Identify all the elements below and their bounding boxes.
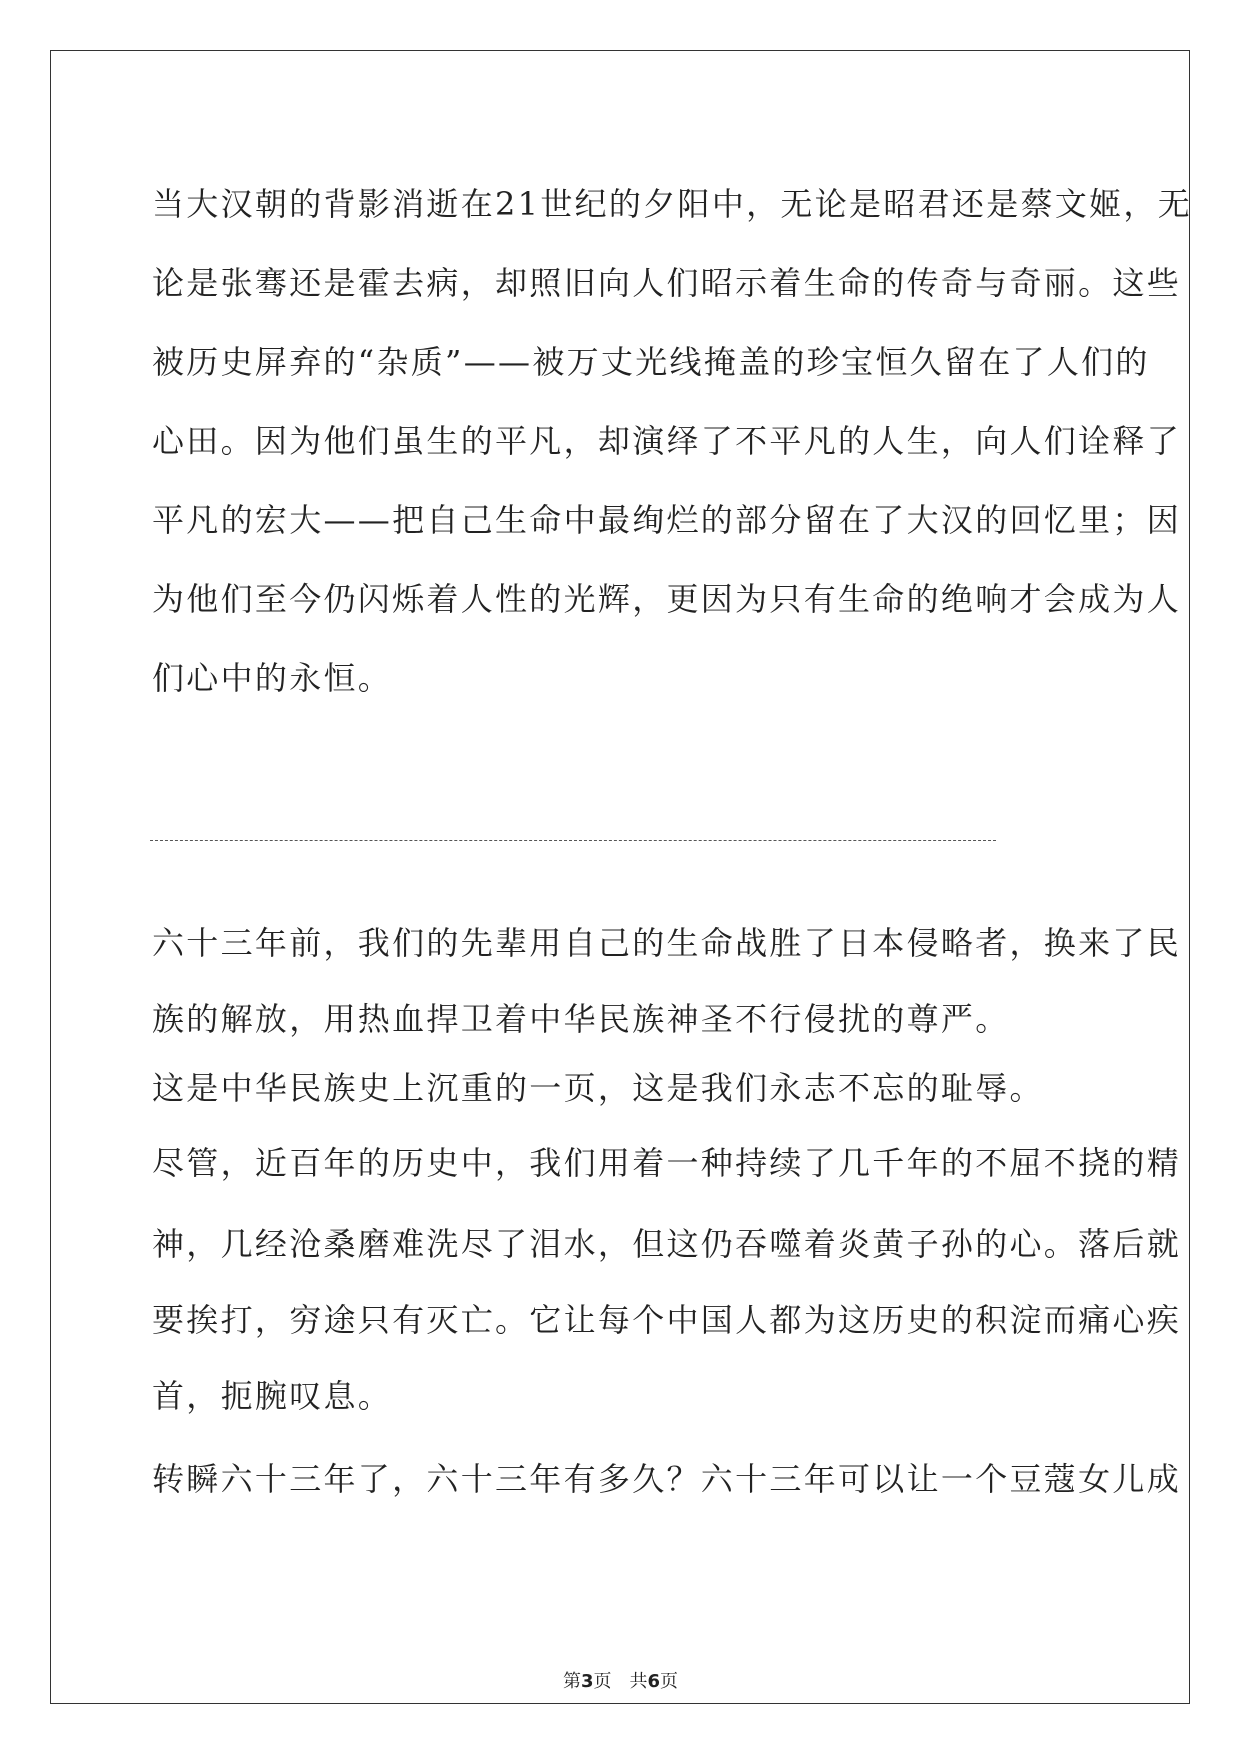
text-line: 族的解放，用热血捍卫着中华民族神圣不行侵扰的尊严。 [152,1000,1010,1038]
text-line: 平凡的宏大——把自己生命中最绚烂的部分留在了大汉的回忆里；因 [152,501,1182,539]
text-section-top [152,165,1193,718]
footer-page-number: 3 [580,1671,594,1692]
text-section-bottom [152,905,1182,1524]
footer-middle: 页 共 [593,1671,648,1692]
text-line: 当大汉朝的背影消逝在21世纪的夕阳中，无论是昭君还是蔡文姬，无 [152,185,1193,223]
text-line: 心田。因为他们虽生的平凡，却演绎了不平凡的人生，向人们诠释了 [152,422,1182,460]
text-line: 们心中的永恒。 [152,659,393,697]
text-line: 尽管，近百年的历史中，我们用着一种持续了几千年的不屈不挠的精 [152,1144,1182,1182]
footer-prefix: 第 [562,1671,581,1692]
text-line: 转瞬六十三年了，六十三年有多久？六十三年可以让一个豆蔻女儿成 [152,1460,1182,1498]
footer-suffix: 页 [660,1671,679,1692]
text-line: 为他们至今仍闪烁着人性的光辉，更因为只有生命的绝响才会成为人 [152,580,1182,618]
footer-total-pages: 6 [647,1671,661,1692]
text-line: 六十三年前，我们的先辈用自己的生命战胜了日本侵略者，换来了民 [152,924,1182,962]
page-footer [0,1667,1241,1693]
text-line: 论是张骞还是霍去病，却照旧向人们昭示着生命的传奇与奇丽。这些 [152,264,1182,302]
section-divider [150,840,996,841]
text-line: 神，几经沧桑磨难洗尽了泪水，但这仍吞噬着炎黄子孙的心。落后就 [152,1225,1182,1263]
text-line: 被历史屏弃的“杂质”——被万丈光线掩盖的珍宝恒久留在了人们的 [152,343,1150,381]
text-line: 要挨打，穷途只有灭亡。它让每个中国人都为这历史的积淀而痛心疾 [152,1301,1182,1339]
text-line: 这是中华民族史上沉重的一页，这是我们永志不忘的耻辱。 [152,1069,1044,1107]
text-line: 首，扼腕叹息。 [152,1377,393,1415]
